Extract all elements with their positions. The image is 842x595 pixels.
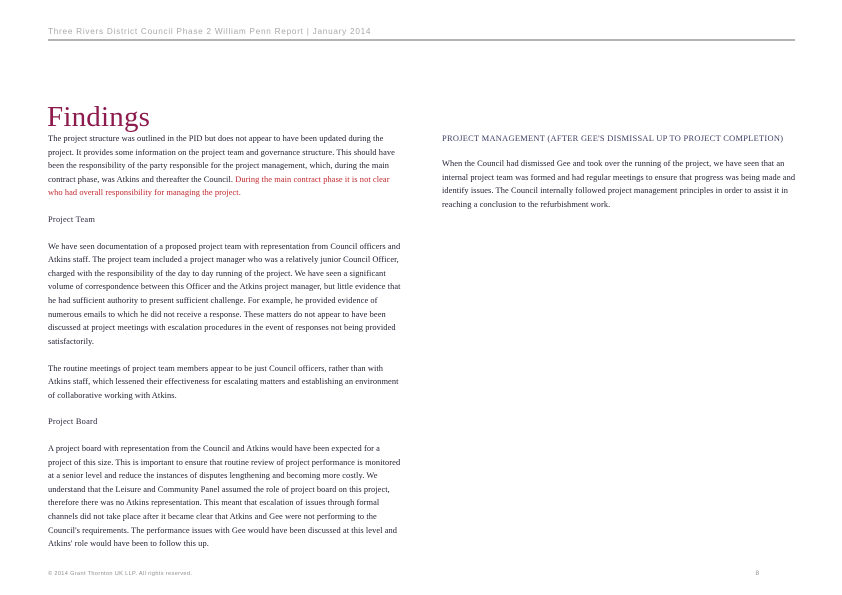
page-title: Findings	[47, 101, 151, 134]
paragraph-project-team: We have seen documentation of a proposed project team with representation from Council officers and Atkins staff. The project team included a project manager who was a relatively junior Council Officer, charged with the responsibility of the day to day running of the project. We have seen a significant volume of correspondence between this Officer and the Atkins project manager, but little evidence that he had sufficient authority to present sufficient challenge. For example, he provided evidence of numerous emails to which he did not receive a response. These matters do not appear to have been discussed at project meetings with escalation procedures in the event of responses not being provided satisfactorily.	[48, 241, 401, 346]
paragraph-project-board: A project board with representation from the Council and Atkins would have been expected for a project of this size. This is important to ensure that routine review of project performance is monitored at a senior level and reduce the instances of disputes lengthening and becoming more costly. We understand that the Leisure and Community Panel assumed the role of project board on this project, therefore there was no Atkins representation. This meant that escalation of issues through formal channels did not take place after it became clear that Atkins and Gee were not performing to the Council's requirements. The performance issues with Gee would have been discussed at this level and Atkins' role would have been to follow this up.	[48, 443, 401, 549]
footer-copyright: © 2014 Grant Thornton UK LLP. All rights reserved.	[48, 571, 193, 577]
header-divider-rule	[48, 39, 795, 41]
subheading-project-board: Project Board	[48, 417, 98, 427]
left-column	[48, 132, 402, 551]
paragraph-project-structure-redline: During the main contract phase it is not clear who had overall responsibility for managing the project.	[48, 174, 390, 198]
running-header	[48, 27, 795, 41]
footer-page-number: 8	[755, 570, 759, 577]
running-header-text: Three Rivers District Council Phase 2 William Penn Report | January 2014	[48, 27, 372, 36]
right-column	[442, 132, 796, 551]
paragraph-project-structure	[48, 132, 402, 200]
paragraph-project-structure-plain: The project structure was outlined in the PID but does not appear to have been updated during the project. It provides some information on the project team and governance structure. This should have been the responsibility of the party responsible for the project management, which, during the main contract phase, was Atkins and thereafter the Council.	[48, 134, 395, 184]
subheading-project-team: Project Team	[48, 215, 96, 225]
paragraph-project-management: When the Council had dismissed Gee and took over the running of the project, we have seen that an internal project team was formed and had regular meetings to ensure that progress was being made and identify issues. The Council internally followed project management principles in order to assist it in reaching a conclusion to the refurbishment work.	[442, 159, 796, 209]
page-footer	[48, 570, 796, 577]
paragraph-routine-meetings: The routine meetings of project team members appear to be just Council officers, rather than with Atkins staff, which lessened their effectiveness for escalating matters and establishing an environment of collaborative working with Atkins.	[48, 363, 399, 400]
content-columns	[48, 132, 796, 551]
section-heading-project-management: PROJECT MANAGEMENT (AFTER GEE'S DISMISSAL UP TO PROJECT COMPLETION)	[442, 134, 784, 143]
